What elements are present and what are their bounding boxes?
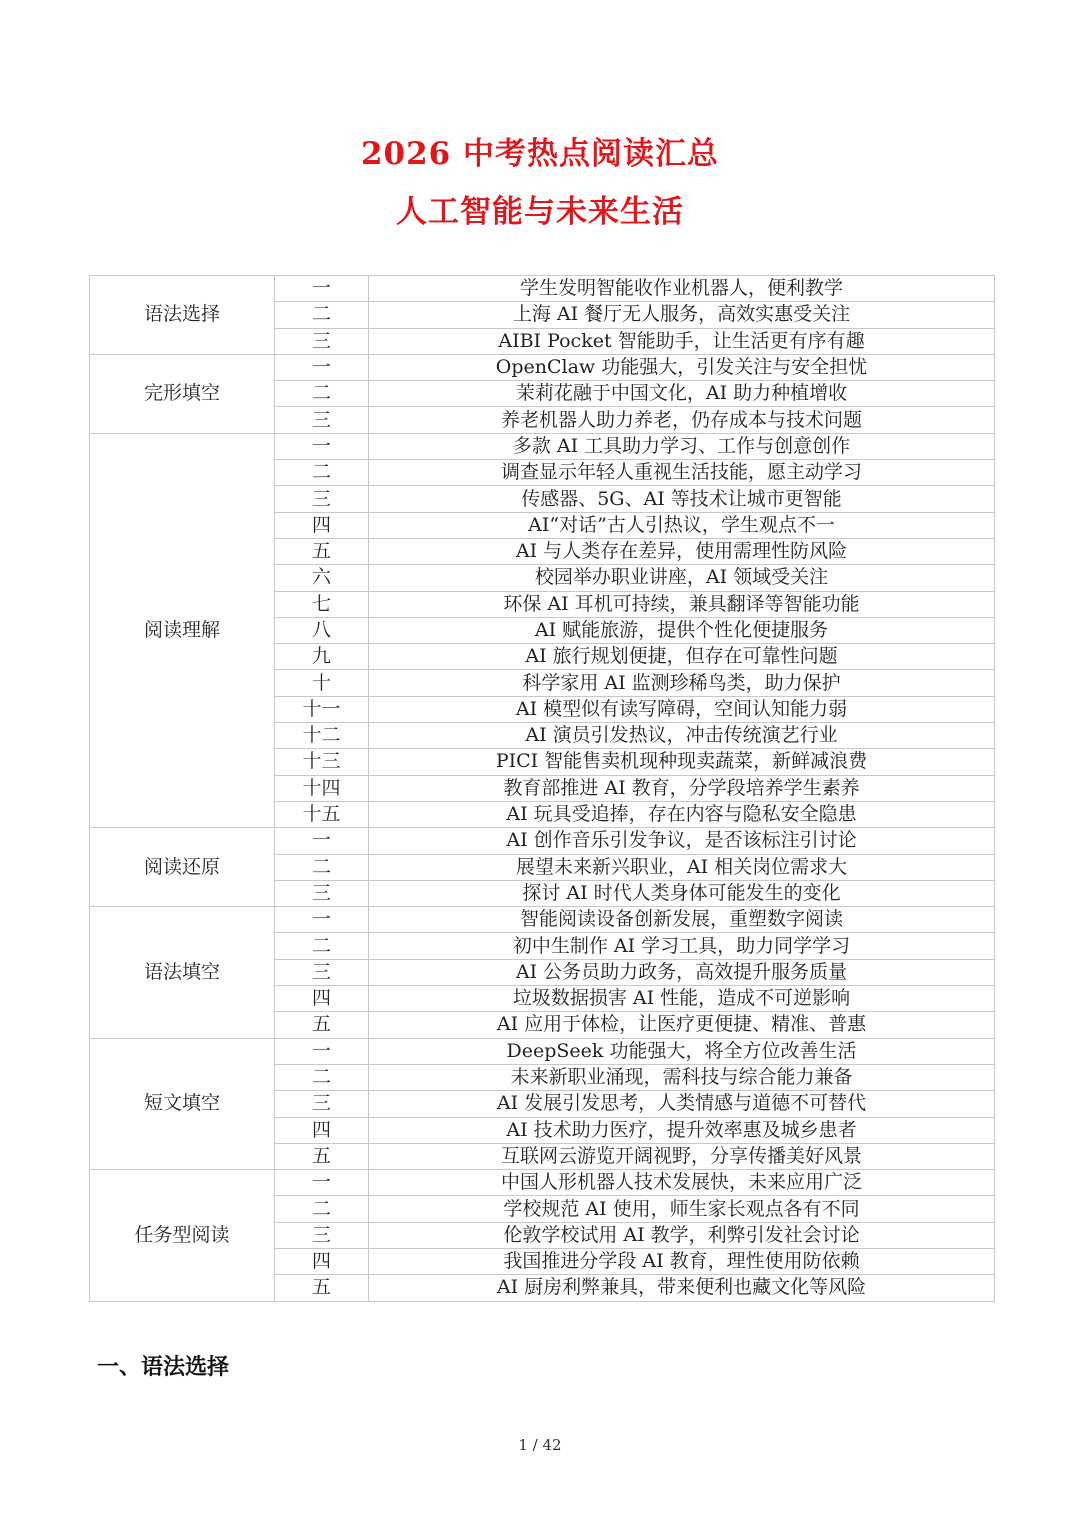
item-number-cell: 五 xyxy=(275,1012,369,1038)
item-number-cell: 九 xyxy=(275,644,369,670)
category-cell: 阅读理解 xyxy=(90,433,275,827)
section-heading: 一、语法选择 xyxy=(97,1354,230,1380)
topic-cell: AI 公务员助力政务，高效提升服务质量 xyxy=(369,959,995,985)
topic-cell: 探讨 AI 时代人类身体可能发生的变化 xyxy=(369,880,995,906)
item-number-cell: 一 xyxy=(275,1038,369,1064)
topic-cell: AI 创作音乐引发争议，是否该标注引讨论 xyxy=(369,828,995,854)
table-row xyxy=(90,354,995,380)
table-row xyxy=(90,907,995,933)
item-number-cell: 五 xyxy=(275,1143,369,1169)
topic-cell: 教育部推进 AI 教育，分学段培养学生素养 xyxy=(369,775,995,801)
category-cell: 短文填空 xyxy=(90,1038,275,1169)
topic-cell: 智能阅读设备创新发展，重塑数字阅读 xyxy=(369,907,995,933)
table-row xyxy=(90,1038,995,1064)
item-number-cell: 一 xyxy=(275,354,369,380)
item-number-cell: 二 xyxy=(275,381,369,407)
item-number-cell: 三 xyxy=(275,1222,369,1248)
item-number-cell: 一 xyxy=(275,1170,369,1196)
item-number-cell: 三 xyxy=(275,1091,369,1117)
table-row xyxy=(90,276,995,302)
item-number-cell: 二 xyxy=(275,1196,369,1222)
topic-cell: AI“对话”古人引热议，学生观点不一 xyxy=(369,512,995,538)
item-number-cell: 三 xyxy=(275,486,369,512)
topic-cell: 未来新职业涌现，需科技与综合能力兼备 xyxy=(369,1064,995,1090)
table-row xyxy=(90,1170,995,1196)
category-cell: 任务型阅读 xyxy=(90,1170,275,1301)
item-number-cell: 三 xyxy=(275,880,369,906)
contents-table xyxy=(89,275,995,1302)
topic-cell: 初中生制作 AI 学习工具，助力同学学习 xyxy=(369,933,995,959)
topic-cell: 养老机器人助力养老，仍存成本与技术问题 xyxy=(369,407,995,433)
topic-cell: AI 模型似有读写障碍，空间认知能力弱 xyxy=(369,696,995,722)
topic-cell: 校园举办职业讲座，AI 领域受关注 xyxy=(369,565,995,591)
item-number-cell: 一 xyxy=(275,907,369,933)
item-number-cell: 二 xyxy=(275,460,369,486)
category-cell: 语法选择 xyxy=(90,276,275,355)
topic-cell: 上海 AI 餐厅无人服务，高效实惠受关注 xyxy=(369,302,995,328)
topic-cell: AI 赋能旅游，提供个性化便捷服务 xyxy=(369,617,995,643)
item-number-cell: 十一 xyxy=(275,696,369,722)
topic-cell: 调查显示年轻人重视生活技能，愿主动学习 xyxy=(369,460,995,486)
topic-cell: AI 厨房利弊兼具，带来便利也藏文化等风险 xyxy=(369,1275,995,1301)
topic-cell: AI 发展引发思考，人类情感与道德不可替代 xyxy=(369,1091,995,1117)
item-number-cell: 一 xyxy=(275,828,369,854)
document-title: 2026 中考热点阅读汇总 xyxy=(360,136,720,172)
page-number: 1 / 42 xyxy=(518,1436,562,1454)
item-number-cell: 十 xyxy=(275,670,369,696)
topic-cell: AI 与人类存在差异，使用需理性防风险 xyxy=(369,538,995,564)
item-number-cell: 四 xyxy=(275,1248,369,1274)
topic-cell: 伦敦学校试用 AI 教学，利弊引发社会讨论 xyxy=(369,1222,995,1248)
table-row xyxy=(90,828,995,854)
document-subtitle: 人工智能与未来生活 xyxy=(396,194,684,230)
topic-cell: AI 应用于体检，让医疗更便捷、精准、普惠 xyxy=(369,1012,995,1038)
item-number-cell: 十三 xyxy=(275,749,369,775)
topic-cell: AI 玩具受追捧，存在内容与隐私安全隐患 xyxy=(369,801,995,827)
topic-cell: 茉莉花融于中国文化，AI 助力种植增收 xyxy=(369,381,995,407)
topic-cell: 垃圾数据损害 AI 性能，造成不可逆影响 xyxy=(369,986,995,1012)
contents-table-body xyxy=(90,276,995,1302)
topic-cell: 传感器、5G、AI 等技术让城市更智能 xyxy=(369,486,995,512)
category-cell: 阅读还原 xyxy=(90,828,275,907)
topic-cell: DeepSeek 功能强大，将全方位改善生活 xyxy=(369,1038,995,1064)
topic-cell: PICI 智能售卖机现种现卖蔬菜，新鲜减浪费 xyxy=(369,749,995,775)
topic-cell: AI 旅行规划便捷，但存在可靠性问题 xyxy=(369,644,995,670)
topic-cell: 学生发明智能收作业机器人，便利教学 xyxy=(369,276,995,302)
topic-cell: AIBI Pocket 智能助手，让生活更有序有趣 xyxy=(369,328,995,354)
item-number-cell: 三 xyxy=(275,959,369,985)
category-cell: 完形填空 xyxy=(90,354,275,433)
item-number-cell: 三 xyxy=(275,328,369,354)
topic-cell: AI 演员引发热议，冲击传统演艺行业 xyxy=(369,723,995,749)
item-number-cell: 十五 xyxy=(275,801,369,827)
topic-cell: 环保 AI 耳机可持续，兼具翻译等智能功能 xyxy=(369,591,995,617)
item-number-cell: 七 xyxy=(275,591,369,617)
item-number-cell: 二 xyxy=(275,933,369,959)
item-number-cell: 二 xyxy=(275,302,369,328)
item-number-cell: 五 xyxy=(275,538,369,564)
item-number-cell: 二 xyxy=(275,854,369,880)
item-number-cell: 四 xyxy=(275,986,369,1012)
item-number-cell: 二 xyxy=(275,1064,369,1090)
item-number-cell: 五 xyxy=(275,1275,369,1301)
topic-cell: 我国推进分学段 AI 教育，理性使用防依赖 xyxy=(369,1248,995,1274)
topic-cell: 多款 AI 工具助力学习、工作与创意创作 xyxy=(369,433,995,459)
topic-cell: 科学家用 AI 监测珍稀鸟类，助力保护 xyxy=(369,670,995,696)
item-number-cell: 四 xyxy=(275,1117,369,1143)
item-number-cell: 四 xyxy=(275,512,369,538)
topic-cell: OpenClaw 功能强大，引发关注与安全担忧 xyxy=(369,354,995,380)
item-number-cell: 三 xyxy=(275,407,369,433)
topic-cell: 展望未来新兴职业，AI 相关岗位需求大 xyxy=(369,854,995,880)
category-cell: 语法填空 xyxy=(90,907,275,1038)
item-number-cell: 一 xyxy=(275,433,369,459)
topic-cell: 学校规范 AI 使用，师生家长观点各有不同 xyxy=(369,1196,995,1222)
topic-cell: 互联网云游览开阔视野，分享传播美好风景 xyxy=(369,1143,995,1169)
item-number-cell: 十四 xyxy=(275,775,369,801)
topic-cell: 中国人形机器人技术发展快，未来应用广泛 xyxy=(369,1170,995,1196)
item-number-cell: 六 xyxy=(275,565,369,591)
topic-cell: AI 技术助力医疗，提升效率惠及城乡患者 xyxy=(369,1117,995,1143)
item-number-cell: 八 xyxy=(275,617,369,643)
item-number-cell: 十二 xyxy=(275,723,369,749)
table-row xyxy=(90,433,995,459)
item-number-cell: 一 xyxy=(275,276,369,302)
